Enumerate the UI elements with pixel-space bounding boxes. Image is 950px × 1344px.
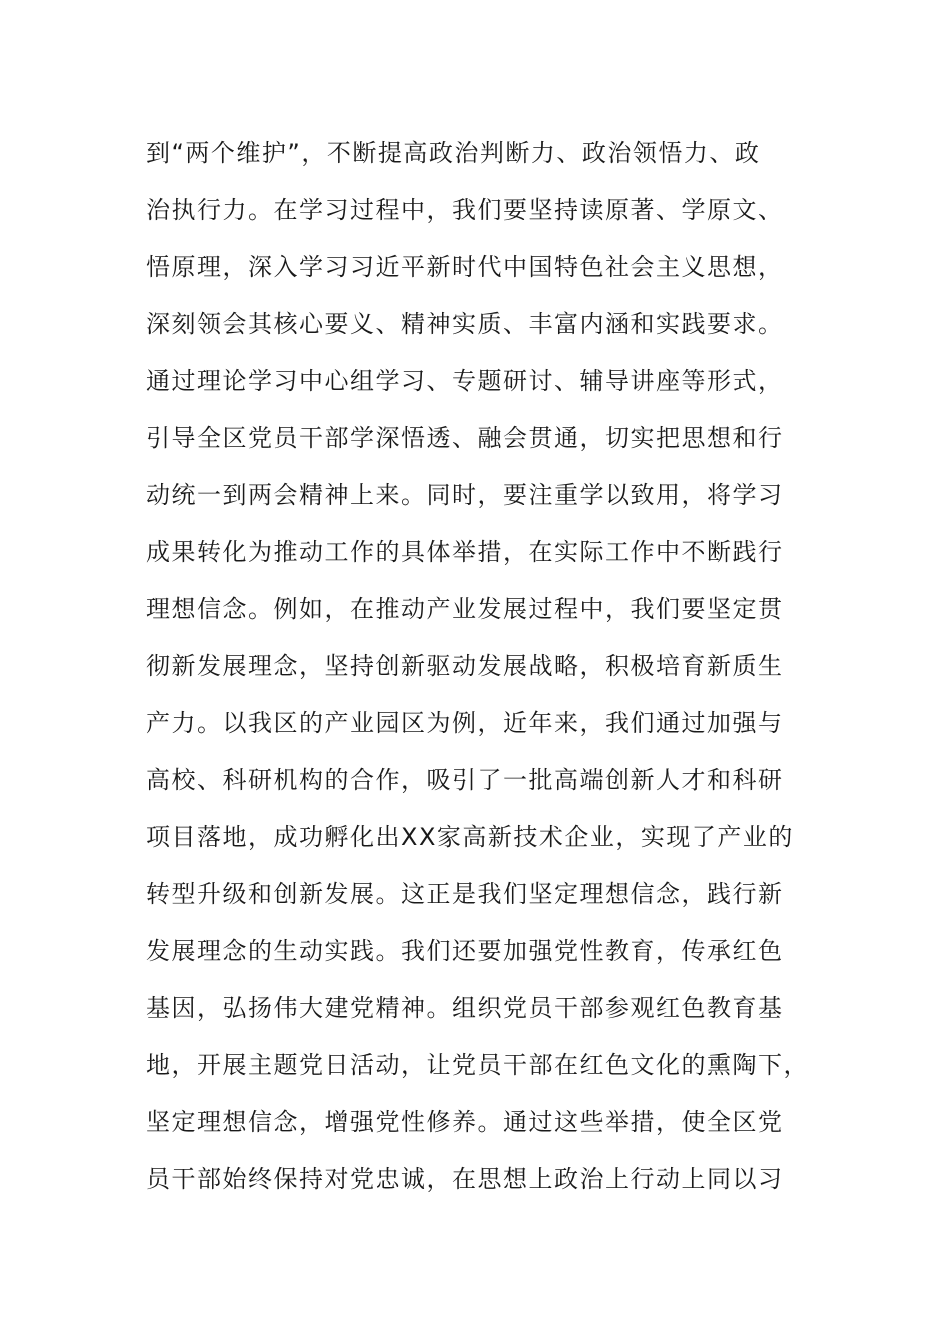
text-line: 产力。以我区的产业园区为例，近年来，我们通过加强与 <box>146 709 784 737</box>
text-line: 坚定理想信念，增强党性修养。通过这些举措，使全区党 <box>146 1108 784 1136</box>
text-line: 员干部始终保持对党忠诚，在思想上政治上行动上同以习 <box>146 1165 784 1193</box>
text-line: 动统一到两会精神上来。同时，要注重学以致用，将学习 <box>146 481 784 509</box>
text-line: 治执行力。在学习过程中，我们要坚持读原著、学原文、 <box>146 196 784 224</box>
text-line: 发展理念的生动实践。我们还要加强党性教育，传承红色 <box>146 937 784 965</box>
text-line: 悟原理，深入学习习近平新时代中国特色社会主义思想， <box>146 253 784 281</box>
text-line: 到“两个维护”，不断提高政治判断力、政治领悟力、政 <box>146 139 761 167</box>
text-line: 转型升级和创新发展。这正是我们坚定理想信念，践行新 <box>146 880 784 908</box>
text-line: 深刻领会其核心要义、精神实质、丰富内涵和实践要求。 <box>146 310 784 338</box>
text-line: 彻新发展理念，坚持创新驱动发展战略，积极培育新质生 <box>146 652 784 680</box>
text-line: 理想信念。例如，在推动产业发展过程中，我们要坚定贯 <box>146 595 784 623</box>
text-line: 高校、科研机构的合作，吸引了一批高端创新人才和科研 <box>146 766 784 794</box>
text-line: 成果转化为推动工作的具体举措，在实际工作中不断践行 <box>146 538 784 566</box>
text-line: 通过理论学习中心组学习、专题研讨、辅导讲座等形式， <box>146 367 784 395</box>
text-line: 项目落地，成功孵化出XX家高新技术企业，实现了产业的 <box>146 823 794 851</box>
text-line: 基因，弘扬伟大建党精神。组织党员干部参观红色教育基 <box>146 994 784 1022</box>
text-line: 地，开展主题党日活动，让党员干部在红色文化的熏陶下， <box>146 1051 809 1079</box>
body-paragraph <box>146 128 816 1211</box>
text-line: 引导全区党员干部学深悟透、融会贯通，切实把思想和行 <box>146 424 784 452</box>
